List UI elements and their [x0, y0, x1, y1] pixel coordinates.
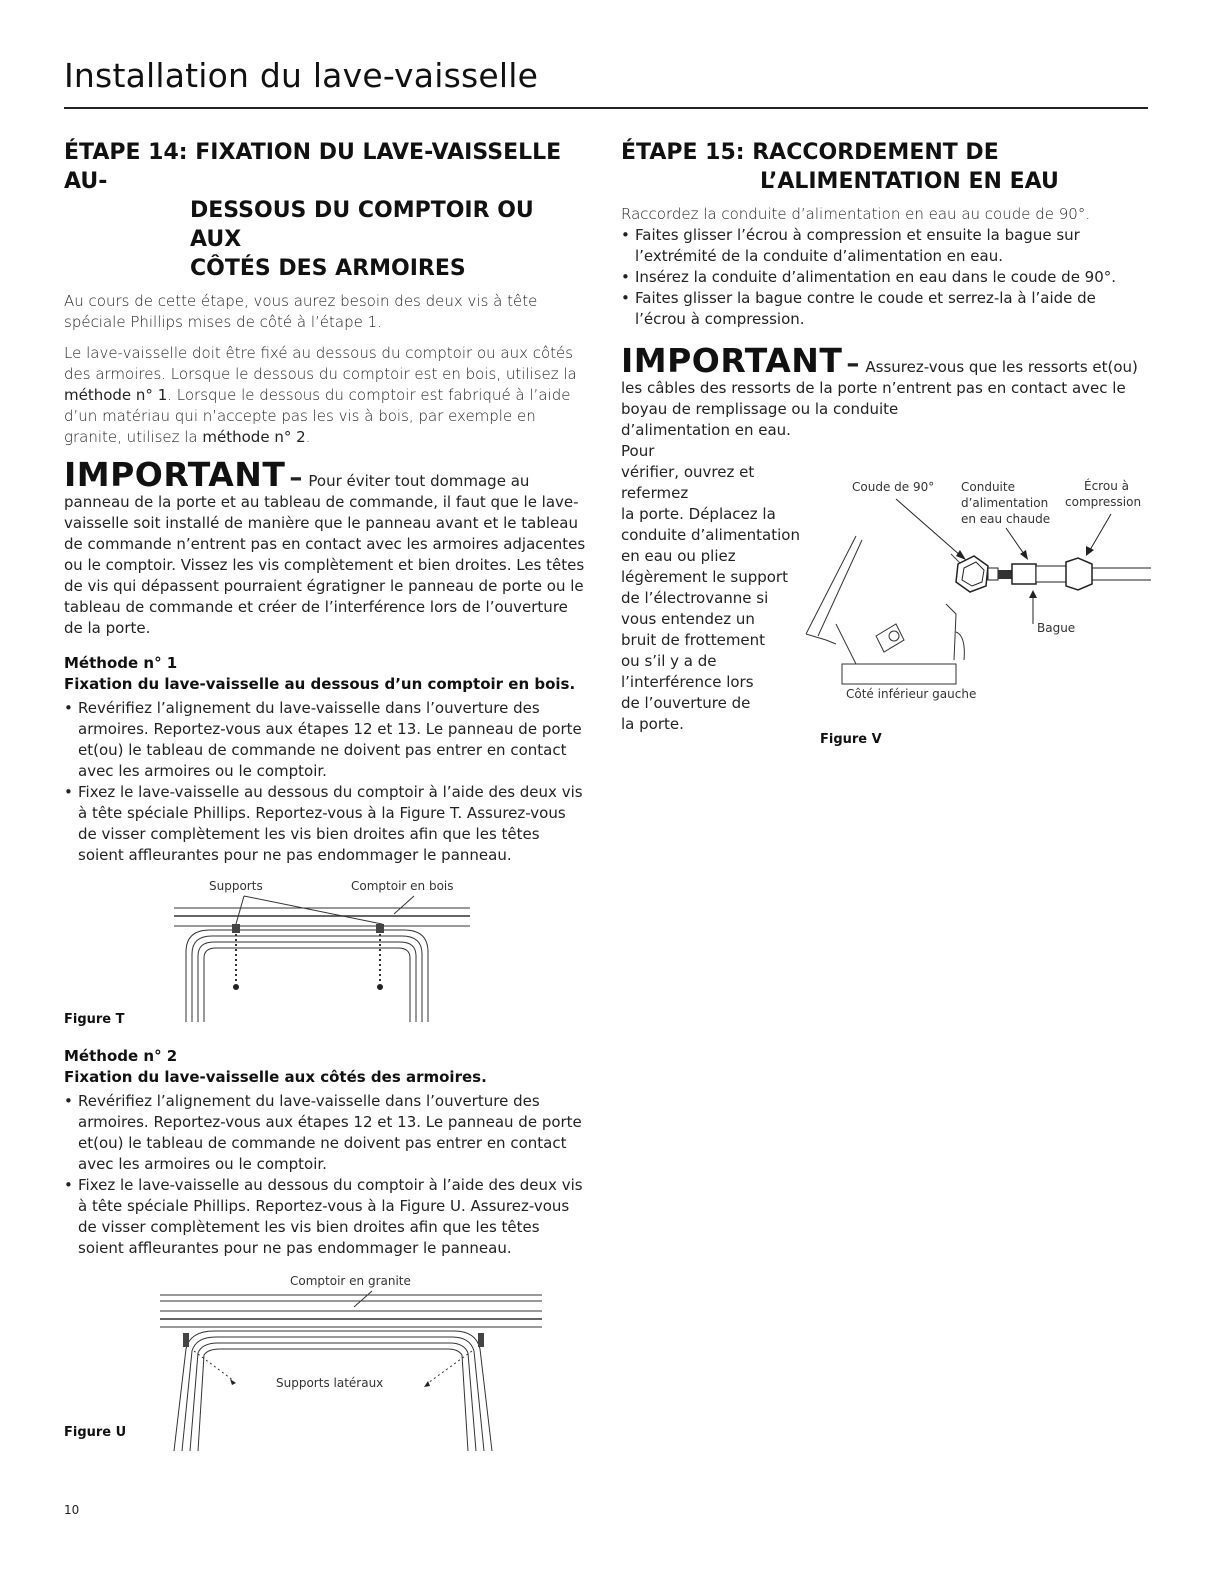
- important-line: de l’électrovanne si: [621, 589, 769, 607]
- list-item: • Insérez la conduite d’alimentation en eau dans le coude de 90°.: [621, 267, 1151, 288]
- step14-heading-line3: CÔTÉS DES ARMOIRES: [190, 256, 466, 281]
- figure-v-pipe-label-3: en eau chaude: [961, 512, 1051, 526]
- left-column: [64, 138, 588, 1461]
- method1-ref: méthode n° 1: [64, 386, 168, 404]
- step15-important-lead-line: [621, 341, 1151, 420]
- figure-v-label: Figure V: [820, 732, 882, 747]
- important-line: de l’ouverture de: [621, 694, 751, 712]
- important-line: vous entendez un: [621, 610, 755, 628]
- step15-list: [621, 225, 1151, 330]
- right-column: [621, 138, 1151, 747]
- figure-t-supports-label: Supports: [209, 879, 263, 893]
- step15-important: [621, 341, 1151, 747]
- step15-heading-line2: L’ALIMENTATION EN EAU: [760, 169, 1059, 194]
- page-number: 10: [64, 1503, 80, 1517]
- important-text: panneau de la porte et au tableau de commande, il faut que le lave-vaisselle soit installé de manière que le panneau avant et le tableau de commande n’entrent pas en contact avec les armoires adjacentes ou le comptoir. Vissez les vis complètement et bien droites. Les têtes de vis qui dépassent pourraient égratigner le panneau de porte ou le tableau de commande et créer de l’interférence lors de l’ouverture de la porte.: [64, 493, 586, 637]
- important-label: IMPORTANT: [64, 455, 286, 494]
- list-item: • Fixez le lave-vaisselle au dessous du comptoir à l’aide des deux vis à tête spéciale Phillips. Reportez-vous à la Figure T. Assurez-vous de visser complètement les vis bien droites afin que les têtes soient affleurantes pour ne pas endommager le panneau.: [64, 782, 588, 866]
- figure-u-label: Figure U: [64, 1425, 127, 1440]
- important-line: d’alimentation en eau. Pour: [621, 421, 791, 460]
- important-line: l’interférence lors: [621, 673, 754, 691]
- important-line: la porte.: [621, 715, 684, 733]
- method1-list: [64, 698, 588, 866]
- important-line: légèrement le support: [621, 568, 788, 586]
- list-item: • Faites glisser la bague contre le coude et serrez-la à l’aide de l’écrou à compression.: [621, 288, 1151, 330]
- figure-v-nut-label-2: compression: [1065, 495, 1142, 509]
- figure-v: [796, 464, 1151, 747]
- step15-heading-line1: ÉTAPE 15: RACCORDEMENT DE: [621, 140, 999, 165]
- figure-v-drawing: [796, 464, 1151, 704]
- list-item: • Revérifiez l’alignement du lave-vaisselle dans l’ouverture des armoires. Reportez-vous aux étapes 12 et 13. Le panneau de porte et(ou) le tableau de commande ne doivent pas entrer en contact avec les armoires ou le comptoir.: [64, 1091, 588, 1175]
- list-item: • Faites glisser l’écrou à compression et ensuite la bague sur l’extrémité de la conduite d’alimentation en eau.: [621, 225, 1151, 267]
- important-line: en eau ou pliez: [621, 547, 736, 565]
- figure-v-pipe-label-2: d’alimentation: [961, 496, 1049, 510]
- method1-subtitle: Fixation du lave-vaisselle au dessous d’un comptoir en bois.: [64, 675, 576, 693]
- method2-title: Méthode n° 2: [64, 1047, 178, 1065]
- figure-u-supports-label: Supports latéraux: [276, 1376, 384, 1390]
- important-line: vérifier, ouvrez et refermez: [621, 463, 755, 502]
- figure-v-ring-label: Bague: [1037, 621, 1076, 635]
- figure-u-countertop-label: Comptoir en granite: [290, 1274, 411, 1288]
- page-title: Installation du lave-vaisselle: [64, 56, 539, 95]
- important-dash: –: [289, 463, 303, 493]
- figure-t-drawing: [64, 874, 588, 1032]
- figure-v-elbow-label: Coude de 90°: [852, 480, 935, 494]
- important-text: les câbles des ressorts de la porte n’entrent pas en contact avec le boyau de remplissage ou la conduite: [621, 379, 1126, 418]
- step14-para-b: . Lorsque le dessous du comptoir est fabriqué à l’aide d’un matériau qui n’accepte pas les vis à bois, par exemple en granite, utilisez la: [64, 386, 571, 446]
- method2-list: [64, 1091, 588, 1259]
- important-dash: –: [846, 349, 860, 379]
- figure-v-pipe-label-1: Conduite: [961, 480, 1015, 494]
- figure-t-countertop-label: Comptoir en bois: [351, 879, 454, 893]
- step15-intro: Raccordez la conduite d’alimentation en eau au coude de 90°.: [621, 205, 1091, 223]
- step14-heading: [64, 138, 588, 283]
- step15-important-narrow: [621, 420, 821, 735]
- step15-heading: [621, 138, 1151, 196]
- step14-important: [64, 455, 588, 639]
- step14-heading-line1: ÉTAPE 14: FIXATION DU LAVE-VAISSELLE AU-: [64, 140, 562, 194]
- title-divider: [64, 107, 1148, 109]
- figure-v-nut-label-1: Écrou à: [1084, 479, 1129, 493]
- figure-t-label: Figure T: [64, 1012, 125, 1027]
- important-line: la porte. Déplacez la: [621, 505, 776, 523]
- list-item: • Revérifiez l’alignement du lave-vaisselle dans l’ouverture des armoires. Reportez-vous aux étapes 12 et 13. Le panneau de porte et(ou) le tableau de commande ne doivent pas entrer en contact avec les armoires ou le comptoir.: [64, 698, 588, 782]
- method2-subtitle: Fixation du lave-vaisselle aux côtés des armoires.: [64, 1068, 487, 1086]
- step14-para-c: .: [305, 428, 311, 446]
- figure-u: [64, 1271, 588, 1461]
- important-lead: Assurez-vous que les ressorts et(ou): [865, 358, 1138, 376]
- step14-intro: Au cours de cette étape, vous aurez besoin des deux vis à tête spéciale Phillips mises de côté à l’étape 1.: [64, 292, 538, 331]
- step14-paragraph: [64, 343, 588, 448]
- method1-title: Méthode n° 1: [64, 654, 178, 672]
- figure-t: [64, 874, 588, 1032]
- method2-ref: méthode n° 2: [202, 428, 306, 446]
- step14-para-a: Le lave-vaisselle doit être fixé au dessous du comptoir ou aux côtés des armoires. Lorsque le dessous du comptoir est en bois, utilisez la: [64, 344, 577, 383]
- important-line: bruit de frottement: [621, 631, 766, 649]
- important-line: conduite d’alimentation: [621, 526, 800, 544]
- step14-heading-line2: DESSOUS DU COMPTOIR OU AUX: [190, 198, 534, 252]
- important-line: ou s’il y a de: [621, 652, 717, 670]
- figure-u-drawing: [64, 1271, 588, 1461]
- list-item: • Fixez le lave-vaisselle au dessous du comptoir à l’aide des deux vis à tête spéciale Phillips. Reportez-vous à la Figure U. Assurez-vous de visser complètement les vis bien droites afin que les têtes soient affleurantes pour ne pas endommager le panneau.: [64, 1175, 588, 1259]
- important-lead: Pour éviter tout dommage au: [308, 472, 530, 490]
- figure-v-side-label: Côté inférieur gauche: [846, 687, 977, 701]
- important-label: IMPORTANT: [621, 341, 843, 380]
